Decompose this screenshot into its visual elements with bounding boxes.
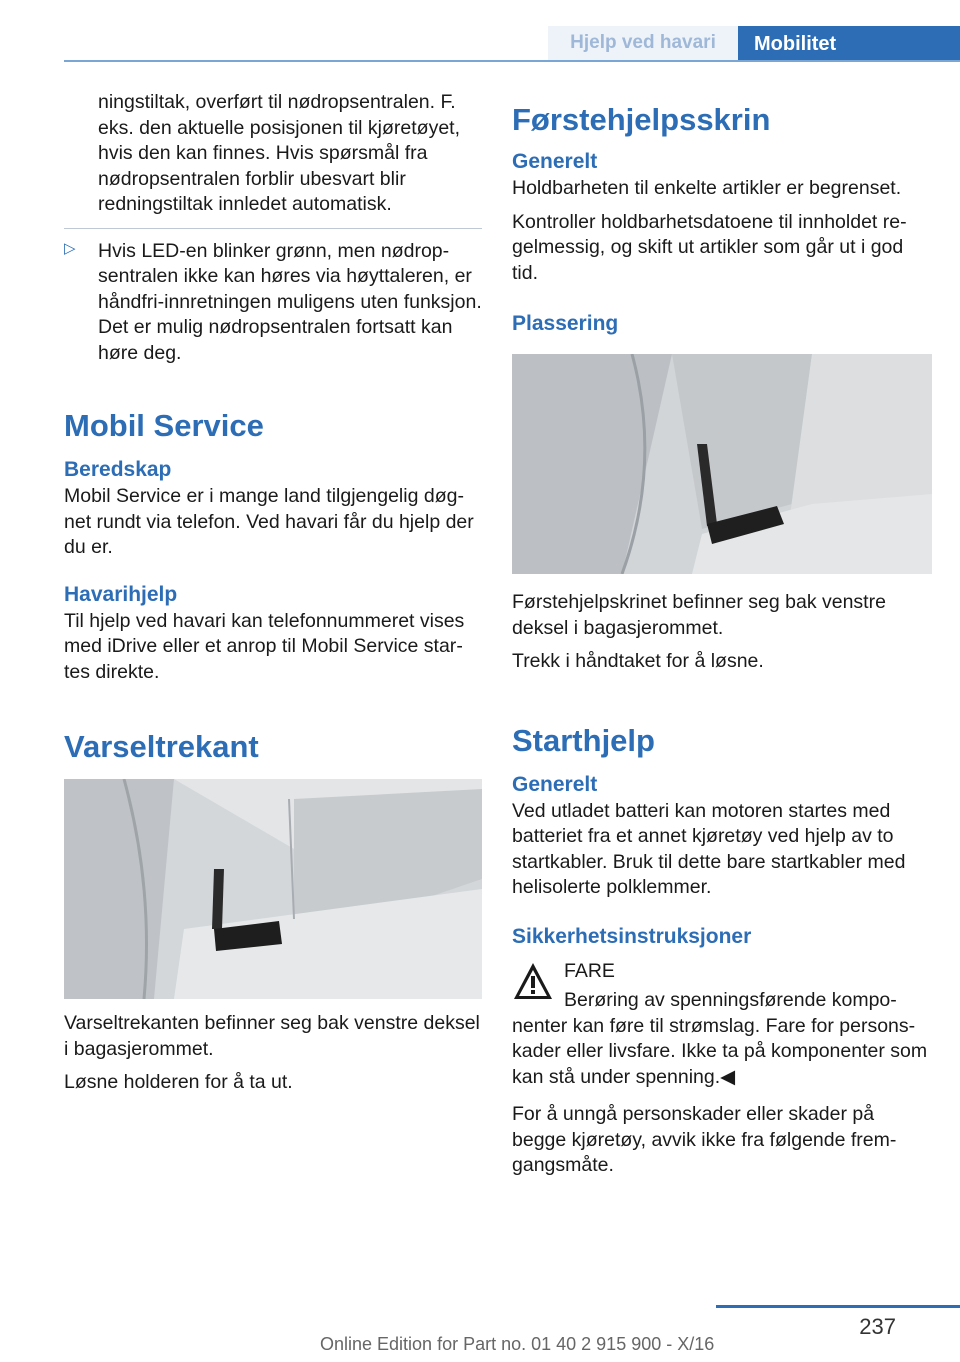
- right-column: [512, 90, 932, 1179]
- warning-triangle-photo: [64, 779, 482, 999]
- heading-sikkerhetsinstruksjoner: Sikkerhetsinstruksjoner: [512, 924, 752, 948]
- heading-beredskap: Beredskap: [64, 458, 172, 481]
- varseltrekant-caption-1: Varseltrekanten befinner seg bak venstre deksel i bagasjerommet.: [64, 1012, 480, 1060]
- heading-plassering: Plassering: [512, 312, 619, 335]
- varseltrekant-caption-2: Løsne holderen for å ta ut.: [64, 1071, 293, 1093]
- edition-footer: Online Edition for Part no. 01 40 2 915 900 - X/16: [320, 1334, 715, 1354]
- left-column: [64, 90, 482, 1096]
- starthjelp-generelt-text: Ved utladet batteri kan motoren startes med batteriet fra et annet kjøretøy ved hjelp av to startkabler. Bruk til dette bare startkabler med helisolerte polklemmer.: [512, 799, 906, 898]
- danger-label: FARE: [564, 959, 615, 982]
- heading-mobil-service: Mobil Service: [64, 408, 264, 443]
- triangle-bullet-icon: ▷: [64, 239, 76, 257]
- divider: [64, 228, 482, 229]
- header-tab-mobilitet[interactable]: Mobilitet: [738, 26, 960, 62]
- heading-forstehjelpsskrin: Førstehjelpsskrin: [512, 102, 771, 137]
- generelt-paragraph-1: Holdbarheten til enkelte artikler er begrenset.: [512, 177, 902, 199]
- havarihjelp-text: Til hjelp ved havari kan telefonnummeret vises med iDrive eller et anrop til Mobil Service startes direkte.: [64, 609, 465, 683]
- heading-generelt: Generelt: [512, 150, 598, 173]
- forstehjelp-caption-1: Førstehjelpskrinet befinner seg bak venstre deksel i bagasjerommet.: [512, 591, 886, 639]
- forstehjelp-caption-2: Trekk i håndtaket for å løsne.: [512, 650, 764, 672]
- warning-triangle-icon: [512, 961, 554, 1001]
- danger-notice: [512, 959, 932, 985]
- intro-paragraph: ningstiltak, overført til nødropsentralen. F. eks. den aktuelle posisjonen til kjøretøyet, hvis den kan finnes. Hvis spørsmål fra nødropsentralen forblir ubesvart blir redningstiltak innledet automatisk.: [98, 91, 461, 215]
- danger-text: Berøring av spenningsførende komponenter kan føre til strømslag. Fare for personskader eller livsfare. Ikke ta på komponenter som kan stå under spenning.◀: [512, 989, 928, 1088]
- header-tab-hjelp-ved-havari[interactable]: Hjelp ved havari: [548, 26, 738, 60]
- generelt-paragraph-2: Kontroller holdbarhetsdatoene til innholdet regelmessig, og skift ut artikler som går ut i god tid.: [512, 210, 907, 284]
- footer-rule: [716, 1305, 960, 1308]
- list-item: [64, 239, 482, 367]
- first-aid-kit-photo: [512, 354, 932, 574]
- page-number: 237: [859, 1314, 896, 1339]
- heading-starthjelp: Starthjelp: [512, 722, 655, 758]
- header-rule: [64, 60, 960, 62]
- starthjelp-final-text: For å unngå personskader eller skader på begge kjøretøy, avvik ikke fra følgende fremgangsmåte.: [512, 1103, 897, 1176]
- beredskap-text: Mobil Service er i mange land tilgjengelig døgnet rundt via telefon. Ved havari får du hjelp der du er.: [64, 485, 474, 558]
- heading-varseltrekant: Varseltrekant: [64, 729, 259, 764]
- heading-havarihjelp: Havarihjelp: [64, 582, 178, 606]
- bullet-text: Hvis LED-en blinker grønn, men nødropsentralen ikke kan høres via høyttaleren, er håndfri-innretningen muligens uten funksjon. Det er mulig nødropsentralen fortsatt kan høre deg.: [98, 239, 482, 364]
- heading-starthjelp-generelt: Generelt: [512, 772, 598, 796]
